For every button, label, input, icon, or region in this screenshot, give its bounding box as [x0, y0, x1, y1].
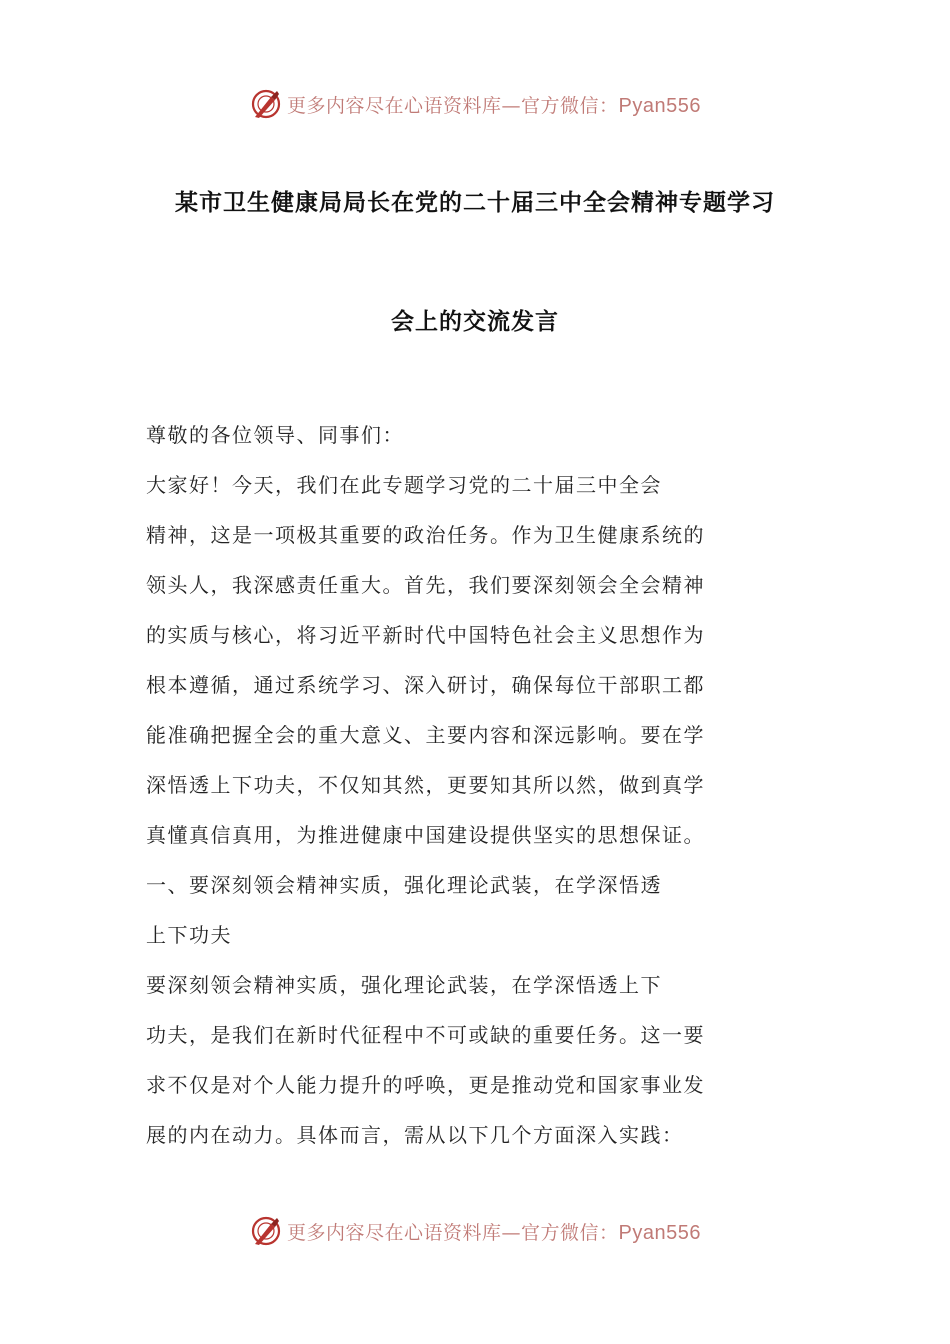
section-heading: 上下功夫 — [146, 923, 232, 947]
body-line: 领头人，我深感责任重大。首先，我们要深刻领会全会精神 — [146, 573, 705, 597]
watermark-header — [0, 86, 950, 122]
watermark-text: 更多内容尽在心语资料库—官方微信：Pyan556 — [287, 94, 701, 117]
body-line: 求不仅是对个人能力提升的呼唤，更是推动党和国家事业发 — [146, 1073, 705, 1097]
section-heading: 一、要深刻领会精神实质，强化理论武装，在学深悟透 — [146, 873, 662, 897]
watermark-text: 更多内容尽在心语资料库—官方微信：Pyan556 — [287, 1221, 701, 1244]
body-line: 真懂真信真用，为推进健康中国建设提供坚实的思想保证。 — [146, 823, 705, 847]
body-line: 深悟透上下功夫，不仅知其然，更要知其所以然，做到真学 — [146, 773, 705, 797]
body-line: 尊敬的各位领导、同事们： — [146, 423, 404, 447]
wechat-id: Pyan556 — [618, 1221, 701, 1244]
document-body — [146, 418, 746, 1168]
wechat-id: Pyan556 — [618, 94, 701, 117]
body-line: 根本遵循，通过系统学习、深入研讨，确保每位干部职工都 — [146, 673, 705, 697]
document-title-line-2: 会上的交流发言 — [391, 309, 559, 335]
body-line: 的实质与核心，将习近平新时代中国特色社会主义思想作为 — [146, 623, 705, 647]
pen-logo-icon — [249, 87, 283, 121]
document-title-line-1: 某市卫生健康局局长在党的二十届三中全会精神专题学习 — [175, 190, 775, 216]
body-line: 精神，这是一项极其重要的政治任务。作为卫生健康系统的 — [146, 523, 705, 547]
body-line: 能准确把握全会的重大意义、主要内容和深远影响。要在学 — [146, 723, 705, 747]
pen-logo-icon — [249, 1214, 283, 1248]
body-line: 要深刻领会精神实质，强化理论武装，在学深悟透上下 — [146, 973, 662, 997]
body-line: 展的内在动力。具体而言，需从以下几个方面深入实践： — [146, 1123, 684, 1147]
watermark-footer — [0, 1213, 950, 1249]
body-line: 功夫，是我们在新时代征程中不可或缺的重要任务。这一要 — [146, 1023, 705, 1047]
body-line: 大家好！今天，我们在此专题学习党的二十届三中全会 — [146, 473, 662, 497]
